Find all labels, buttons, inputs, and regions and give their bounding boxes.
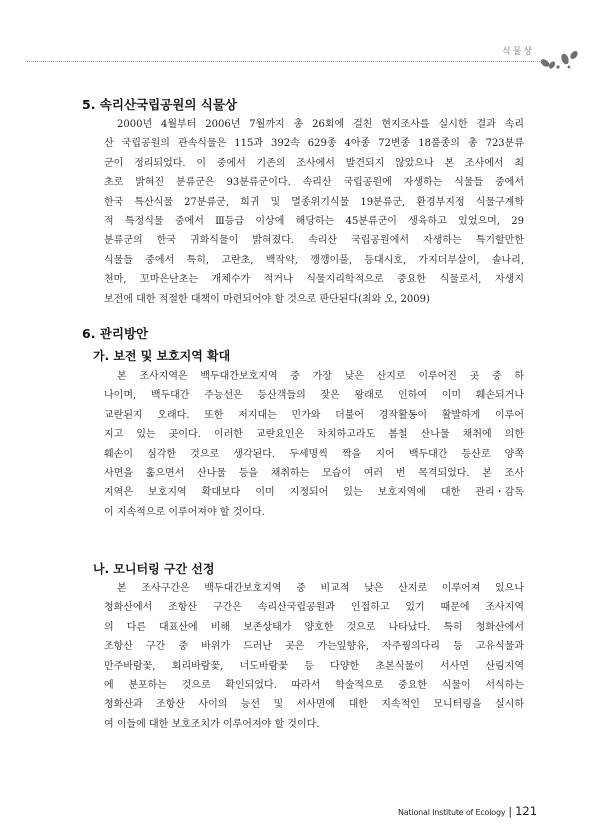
page-footer [398,800,537,819]
leaf-decoration-icon [536,48,582,70]
text-line: 분류군의 한국 귀화식물이 밝혀졌다. 속리산 국립공원에서 자생하는 특기할만한 [104,235,524,247]
text-line: 초로 밝혀진 분류군은 93분류군이다. 속리산 국립공원에 자생하는 식물들 중에서 [104,177,524,189]
text-line: 보전에 대한 적절한 대책이 마련되어야 할 것으로 판단된다(최와 오, 2009) [104,293,430,305]
text-line: 에 분포하는 것으로 확인되었다. 따라서 학술적으로 중요한 식물이 서식하는 [104,679,524,691]
subsection-ga-title: 가. 보전 및 보호지역 확대 [93,349,231,363]
subsection-na-body [104,579,524,734]
text-line: 본 조사지역은 백두대간보호지역 중 가장 낮은 산지로 이루어진 곳 중 하 [117,371,524,382]
text-line: 군이 정리되었다. 이 중에서 기존의 조사에서 발견되지 않았으나 본 조사에서 최 [104,157,524,169]
header-rule [27,61,542,62]
text-line: 훼손이 심각한 것으로 생각된다. 두세명씩 짝을 지어 백두대간 등산로 양쪽 [104,448,524,460]
text-line: 여 이들에 대한 보호조치가 이루어져야 할 것이다. [104,718,320,730]
subsection-ga-body [104,367,524,522]
text-line: 적 특정식물 중에서 Ⅲ등급 이상에 해당하는 45분류군이 생육하고 있었으며, 29 [104,215,524,227]
text-line: 본 조사구간은 백두대간보호지역 중 비교적 낮은 산지로 이루어져 있으나 [117,583,524,594]
section-6-title: 6. 관리방안 [82,326,149,341]
page-number: 121 [515,804,538,818]
footer-separator: | [508,805,513,818]
text-line: 청화산에서 조항산 구간은 속리산국립공원과 인접하고 있기 때문에 조사지역 [104,602,524,614]
text-line: 청화산과 조항산 사이의 능선 및 서사면에 대한 지속적인 모니터링을 실시하 [104,699,524,711]
text-line: 나이며, 백두대간 주능선은 등산객들의 잦은 왕래로 인하여 이미 훼손되거나 [104,390,524,402]
text-line: 의 다른 대표산에 비해 보존상태가 양호한 것으로 나타났다. 특히 청화산에서 [104,621,524,633]
text-line: 2000년 4월부터 2006년 7월까지 총 26회에 걸친 현지조사를 실시한 결과 속리 [117,119,524,130]
text-line: 만주바람꽃, 회리바람꽃, 너도바람꽃 등 다양한 초본식물이 서사면 산림지역 [104,660,524,672]
text-line: 한국 특산식물 27분류군, 희귀 및 멸종위기식물 19분류군, 환경부지정 식물구계학 [104,196,524,208]
section-5-title: 5. 속리산국립공원의 식물상 [82,97,237,112]
text-line: 조항산 구간 중 바위가 드러난 곳은 가는잎향유, 자주꿩의다리 등 고유식물과 [104,641,524,653]
text-line: 산 국립공원의 관속식물은 115과 392속 629종 4아종 72변종 18품종의 총 723분류 [104,138,524,150]
text-line: 이 지속적으로 이루어져야 할 것이다. [104,506,265,518]
text-line: 사면을 훑으면서 산나물 등을 채취하는 모습이 여러 번 목격되었다. 본 조사 [104,467,524,479]
section-5-body [104,115,524,309]
text-line: 천마, 꼬마은난초는 개체수가 적거나 식물지리학적으로 중요한 식물로서, 자생지 [104,274,524,286]
footer-org: National Institute of Ecology [398,808,506,817]
text-line: 지고 있는 곳이다. 이러한 교란요인은 차치하고라도 봄철 산나물 채취에 의한 [104,429,524,441]
running-header: 식물상 [502,47,535,57]
text-line: 교란된지 오래다. 또한 저지대는 민가와 더불어 경작활동이 활발하게 이루어 [104,409,524,421]
text-line: 식물들 중에서 특히, 고란초, 백작약, 깽깽이풀, 등대시호, 가지더부살이, 솔나리, [104,254,524,266]
text-line: 지역은 보호지역 확대보다 이미 지정되어 있는 보호지역에 대한 관리・감독 [104,487,524,499]
subsection-na-title: 나. 모니터링 구간 선정 [93,562,215,576]
